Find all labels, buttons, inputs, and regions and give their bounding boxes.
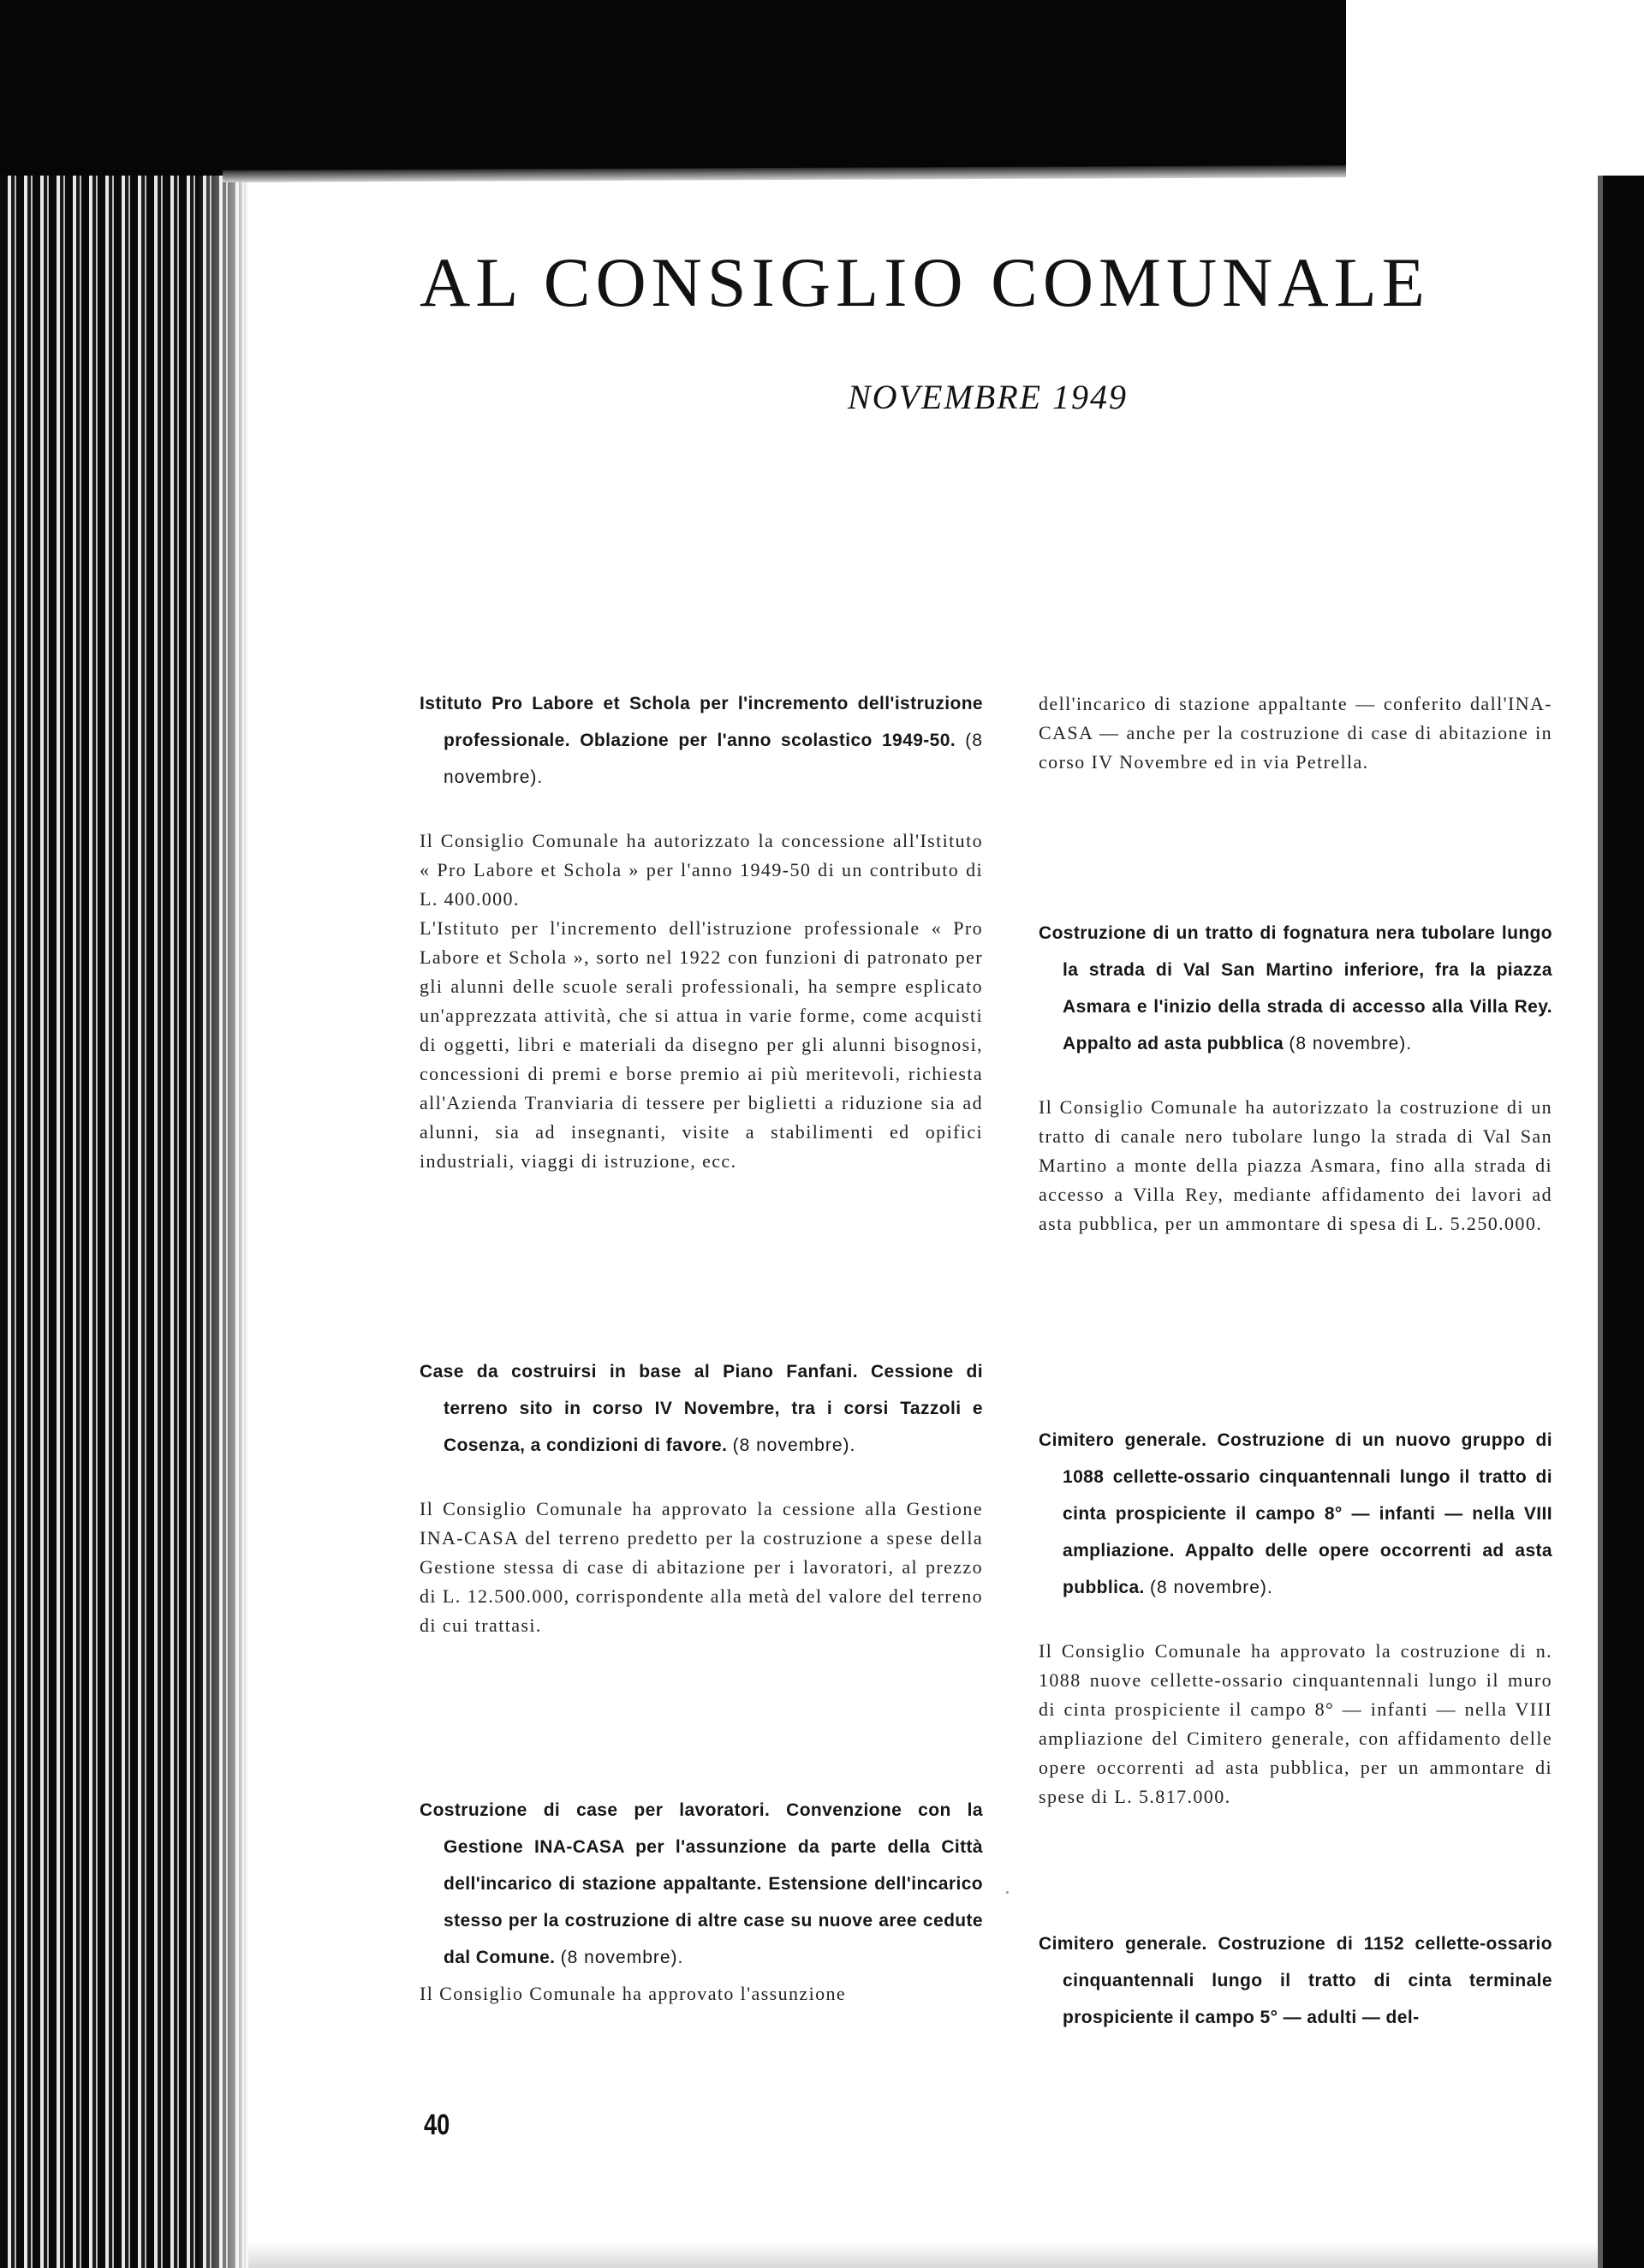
article-paragraph: Il Consiglio Comunale ha autorizzato la concessione all'Istituto « Pro Labore et Schola » per l'anno 1949-50 di un contributo di L. 400.000. (420, 830, 983, 910)
article-heading-date: (8 novembre). (1289, 1034, 1413, 1053)
article-heading-text: Case da costruirsi in base al Piano Fanfani. Cessione di terreno sito in corso IV Novembre, tra i corsi Tazzoli e Cosenza, a condizioni di favore. (420, 1362, 983, 1455)
article-heading (420, 1792, 983, 1976)
article-case-lavoratori (420, 1792, 983, 2008)
article-heading-date: (8 novembre). (732, 1435, 856, 1455)
article-paragraph: dell'incarico di stazione appaltante — conferito dall'INA-CASA — anche per la costruzione di case di abitazione in corso IV Novembre ed in via Petrella. (1039, 693, 1552, 773)
scan-border-right (1603, 176, 1644, 2268)
article-heading-text: Costruzione di un tratto di fognatura nera tubolare lungo la strada di Val San Martino inferiore, fra la piazza Asmara e l'inizio della strada di accesso alla Villa Rey. Appalto ad asta pubblica (1039, 923, 1552, 1053)
article-heading-date: (8 novembre). (444, 731, 983, 787)
article-pro-labore (420, 685, 983, 1176)
article-fognatura (1039, 915, 1552, 1238)
page-edge-fade (197, 176, 248, 2268)
article-heading (1039, 1925, 1552, 2036)
article-heading-text: Cimitero generale. Costruzione di 1152 cellette-ossario cinquantennali lungo il tratto di cinta terminale prospiciente il campo 5° — adulti — del- (1039, 1934, 1552, 2027)
article-heading-text: Cimitero generale. Costruzione di un nuovo gruppo di 1088 cellette-ossario cinquantennali lungo il tratto di cinta prospiciente il campo 8° — infanti — nella VIII ampliazione. Appalto delle opere occorrenti ad asta pubblica. (1039, 1430, 1552, 1597)
page-bottom-shadow (248, 2242, 1598, 2268)
scan-speck (1006, 1891, 1009, 1894)
article-paragraph: Il Consiglio Comunale ha autorizzato la costruzione di un tratto di canale nero tubolare lungo la strada di Val San Martino a monte della piazza Asmara, fino alla strada di accesso a Villa Rey, mediante affidamento dei lavori ad asta pubblica, per un ammontare di spesa di L. 5.250.000. (1039, 1096, 1552, 1234)
article-heading-date: (8 novembre). (560, 1948, 684, 1967)
article-cimitero-1088 (1039, 1422, 1552, 1811)
article-heading (420, 685, 983, 796)
scan-border-right-edge (1598, 176, 1603, 2268)
page-subtitle: NOVEMBRE 1949 (848, 378, 1129, 416)
article-heading (1039, 1422, 1552, 1606)
article-heading (420, 1353, 983, 1464)
page-number: 40 (424, 2109, 450, 2141)
article-heading-text: Costruzione di case per lavoratori. Convenzione con la Gestione INA-CASA per l'assunzione da parte della Città dell'incarico di stazione appaltante. Estensione dell'incarico stesso per la costruzione di altre case su nuove aree cedute dal Comune. (420, 1800, 983, 1967)
page-title: AL CONSIGLIO COMUNALE (420, 243, 1430, 321)
article-heading-text: Istituto Pro Labore et Schola per l'incremento dell'istruzione professionale. Oblazione per l'anno scolastico 1949-50. (420, 694, 983, 750)
article-cimitero-1152 (1039, 1925, 1552, 2036)
article-heading (1039, 915, 1552, 1062)
article-continuation (1039, 689, 1552, 777)
article-paragraph: Il Consiglio Comunale ha approvato la costruzione di n. 1088 nuove cellette-ossario cinquantennali lungo il muro di cinta prospiciente il campo 8° — infanti — nella VIII ampliazione del Cimitero generale, con affidamento delle opere occorrenti ad asta pubblica, per un ammontare di spese di L. 5.817.000. (1039, 1640, 1552, 1807)
article-case-piano-fanfani (420, 1353, 983, 1640)
article-paragraph: Il Consiglio Comunale ha approvato l'assunzione (420, 1983, 847, 2004)
article-paragraph: L'Istituto per l'incremento dell'istruzione professionale « Pro Labore et Schola », sorto nel 1922 con funzioni di patronato per gli alunni delle scuole serali professionali, ha sempre esplicato un'apprezzata attività, che si attua in varie forme, come acquisti di oggetti, libri e materiali da disegno per gli alunni bisognosi, concessioni di premi e borse premio ai più meritevoli, richiesta all'Azienda Tranviaria di tessere per biglietti a riduzione sia ad alunni, sia ad insegnanti, visite a stabilimenti ed opifici industriali, viaggi di istruzione, ecc. (420, 917, 983, 1172)
article-paragraph: Il Consiglio Comunale ha approvato la cessione alla Gestione INA-CASA del terreno predetto per la costruzione a spese della Gestione stessa di case di abitazione per i lavoratori, al prezzo di L. 12.500.000, corrispondente alla metà del valore del terreno di cui trattasi. (420, 1498, 983, 1636)
article-heading-date: (8 novembre). (1150, 1578, 1273, 1597)
scan-border-top (0, 0, 1346, 176)
